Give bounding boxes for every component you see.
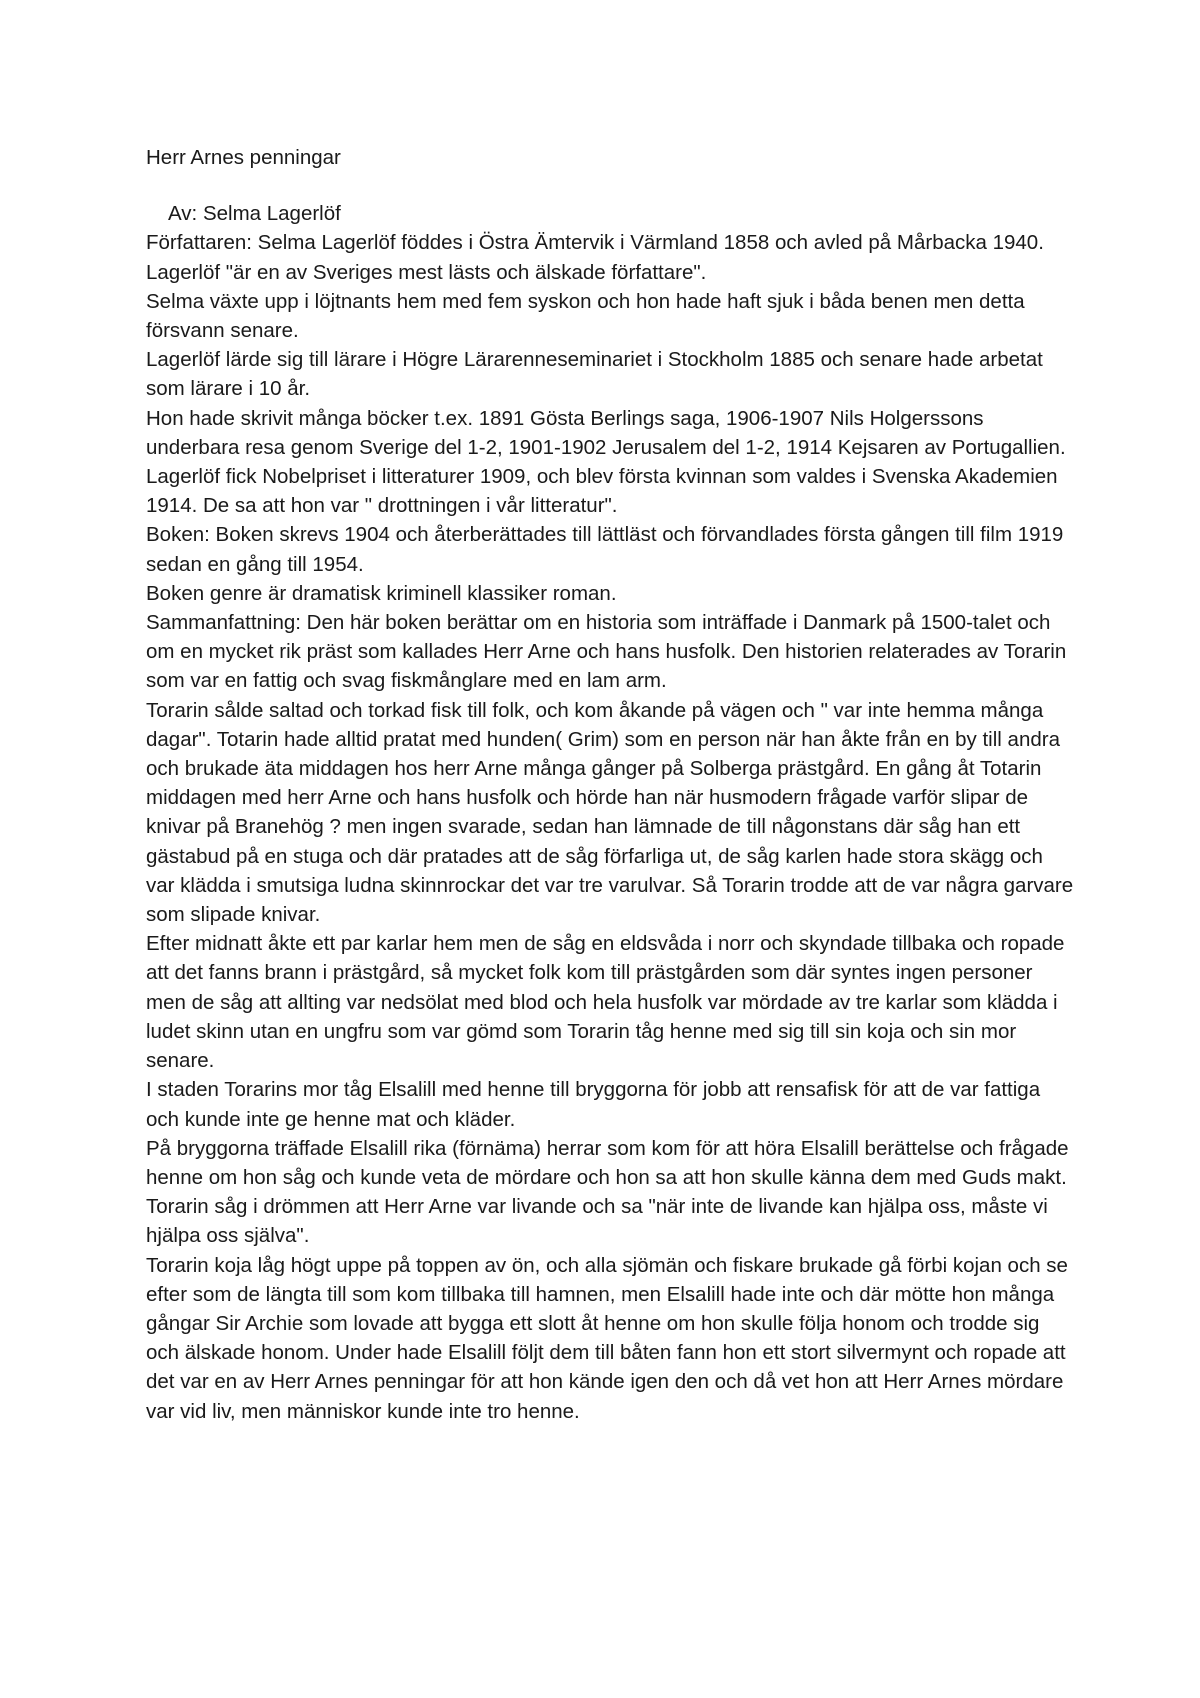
author-line: Av: Selma Lagerlöf bbox=[168, 202, 341, 226]
paragraph-childhood: Selma växte upp i löjtnants hem med fem syskon och hon hade haft sjuk i båda benen men detta försvann senare. bbox=[146, 289, 1025, 343]
paragraph-torarin: Torarin sålde saltad och torkad fisk till folk, och kom åkande på vägen och " var inte hemma många dagar". Totarin hade alltid pratat med hunden( Grim) som en person när han åkte från en by till andra och brukade äta middagen hos herr Arne många gånger på Solberga prästgård. En gång åt Totarin middagen med herr Arne och hans husfolk och hörde han när husmodern frågade varför slipar de knivar på Branehög ? men ingen svarade, sedan han lämnade de till någonstans där såg han ett gästabud på en stuga och där pratades att de såg förfarliga ut, de såg karlen hade stora skägg och var klädda i smutsiga ludna skinnrockar det var tre varulvar. Så Torarin trodde att de var några garvare som slipade knivar. bbox=[146, 698, 1074, 927]
paragraph-docks: På bryggorna träffade Elsalill rika (förnäma) herrar som kom för att höra Elsalill berättelse och frågade henne om hon såg och kunde veta de mördare och hon sa att hon skulle känna dem med Guds makt. bbox=[146, 1136, 1069, 1189]
paragraph-city: I staden Torarins mor tåg Elsalill med henne till bryggorna för jobb att rensafisk för att de var fattiga och kunde inte ge henne mat och kläder. bbox=[146, 1078, 1041, 1131]
paragraph-education: Lagerlöf lärde sig till lärare i Högre Lärarenneseminariet i Stockholm 1885 och senare hade arbetat som lärare i 10 år. bbox=[146, 348, 1043, 401]
paragraph-author-bio: Författaren: Selma Lagerlöf föddes i Östra Ämtervik i Värmland 1858 och avled på Mårbacka 1940. Lagerlöf "är en av Sveriges mest lästs och älskade författare". bbox=[146, 231, 1044, 284]
document-body bbox=[146, 143, 1076, 1426]
paragraph-book: Boken: Boken skrevs 1904 och återberättades till lättläst och förvandlades första gången till film 1919 sedan en gång till 1954. bbox=[146, 523, 1064, 576]
paragraph-works: Hon hade skrivit många böcker t.ex. 1891 Gösta Berlings saga, 1906-1907 Nils Holgerssons underbara resa genom Sverige del 1-2, 1901-1902 Jerusalem del 1-2, 1914 Kejsaren av Portugallien. bbox=[146, 406, 1066, 459]
paragraph-nobel: Lagerlöf fick Nobelpriset i litteraturer 1909, och blev första kvinnan som valdes i Svenska Akademien 1914. De sa att hon var " drottningen i vår litteratur". bbox=[146, 465, 1058, 518]
paragraph-genre: Boken genre är dramatisk kriminell klassiker roman. bbox=[146, 581, 617, 605]
paragraph-fire: Efter midnatt åkte ett par karlar hem men de såg en eldsvåda i norr och skyndade tillbaka och ropade att det fanns brann i prästgård, så mycket folk kom till prästgården som där syntes ingen personer men de såg att allting var nedsölat med blod och hela husfolk var mördade av tre karlar som klädda i ludet skinn utan en ungfru som var gömd som Torarin tåg henne med sig till sin koja och sin mor senare. bbox=[146, 932, 1065, 1073]
paragraph-summary: Sammanfattning: Den här boken berättar om en historia som inträffade i Danmark på 1500-talet och om en mycket rik präst som kallades Herr Arne och hans husfolk. Den historien relaterades av Torarin som var en fattig och svag fiskmånglare med en lam arm. bbox=[146, 611, 1067, 693]
paragraph-dream: Torarin såg i drömmen att Herr Arne var livande och sa "när inte de livande kan hjälpa oss, måste vi hjälpa oss själva". bbox=[146, 1195, 1048, 1248]
paragraph-coin: Torarin koja låg högt uppe på toppen av ön, och alla sjömän och fiskare brukade gå förbi kojan och se efter som de längta till som kom tillbaka till hamnen, men Elsalill hade inte och där mötte hon många gångar Sir Archie som lovade att bygga ett slott åt henne om hon skulle följa honom och trodde sig och älskade honom. Under hade Elsalill följt dem till båten fann hon ett stort silvermynt och ropade att det var en av Herr Arnes penningar för att hon kände igen den och då vet hon att Herr Arnes mördare var vid liv, men människor kunde inte tro henne. bbox=[146, 1253, 1068, 1423]
document-title: Herr Arnes penningar bbox=[146, 146, 341, 169]
